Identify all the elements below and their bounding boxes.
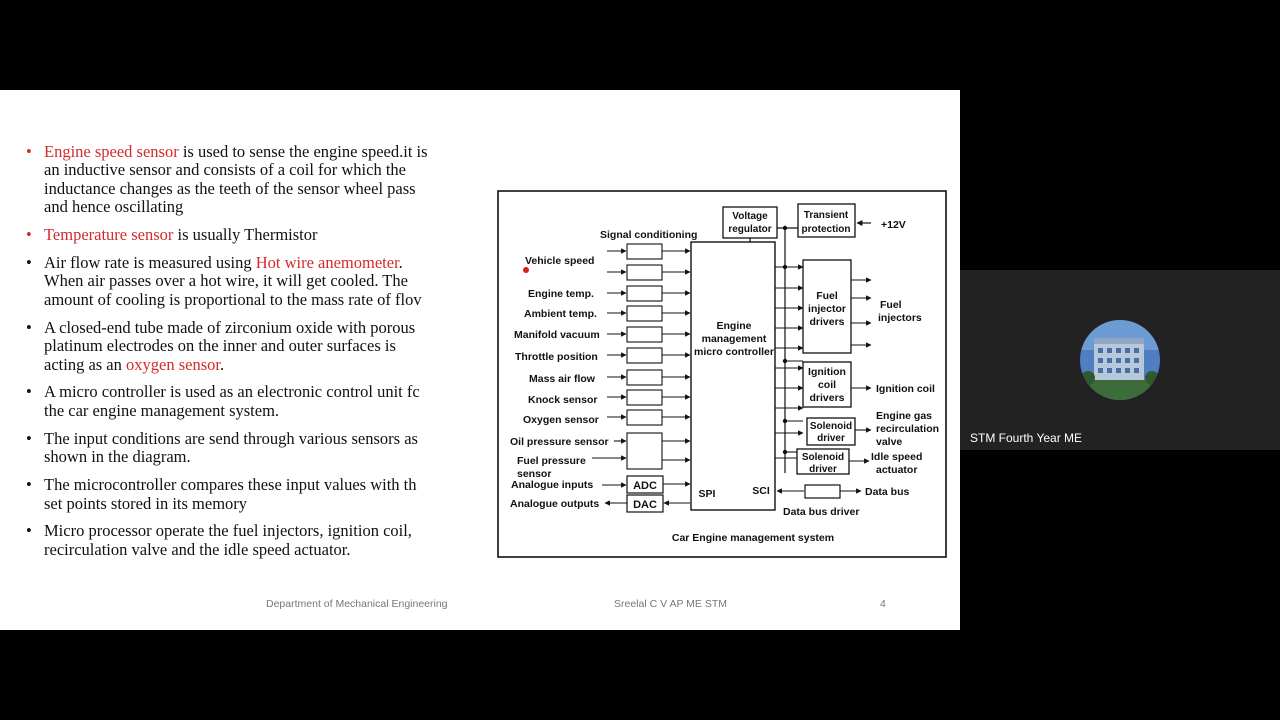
input-knock-sensor: Knock sensor [528, 394, 598, 406]
highlighted-term: Hot wire anemometer [255, 254, 399, 273]
bullet-text: acting as an [44, 354, 127, 374]
input-vehicle-speed: Vehicle speed [525, 255, 595, 267]
bullet-marker: • [26, 383, 32, 402]
input-throttle-position: Throttle position [515, 351, 598, 363]
egr-valve-label-2: recirculation [876, 423, 940, 435]
bullet-line [44, 161, 476, 179]
ecu-block [691, 242, 775, 510]
bullet-text: . [398, 254, 403, 273]
presentation-slide [0, 90, 960, 630]
bullet-text: the car engine management system. [44, 400, 280, 420]
bullet-marker: • [26, 143, 32, 161]
supply-label: +12V [881, 219, 906, 231]
spi-label: SPI [698, 488, 716, 500]
fuel-injectors-label-2: injectors [878, 312, 922, 324]
solenoid-driver-2-label-2: driver [809, 464, 837, 475]
ignition-coil-drivers-label-2: coil [817, 379, 837, 391]
highlighted-term: Temperature sensor [44, 226, 174, 245]
sci-label: SCI [752, 485, 770, 497]
bullet-text: Micro processor operate the fuel injectors, ignition coil, [44, 522, 412, 541]
egr-valve-label-3: valve [876, 436, 903, 448]
data-bus-driver-label: Data bus driver [783, 506, 860, 518]
diagram-caption: Car Engine management system [671, 532, 835, 544]
solenoid-driver-2-label-1: Solenoid [801, 452, 845, 463]
bullet-marker: • [26, 522, 32, 541]
ecu-label-3: micro controller [694, 346, 774, 358]
footer-department: Department of Mechanical Engineering [266, 598, 448, 610]
bullet-line [44, 143, 476, 161]
data-bus-driver-box [805, 485, 840, 498]
bullet-item [26, 476, 476, 513]
adc-label: ADC [633, 480, 657, 492]
input-manifold-vacuum: Manifold vacuum [514, 329, 600, 341]
bullet-text: amount of cooling is proportional to the mass rate of flov [44, 289, 422, 309]
ignition-coil-drivers-label-1: Ignition [808, 366, 846, 378]
engine-management-diagram [497, 190, 948, 559]
dac-label: DAC [633, 499, 657, 511]
laser-pointer [523, 267, 529, 273]
ignition-coil-label: Ignition coil [876, 383, 935, 395]
ecu-label-2: management [701, 333, 767, 345]
bullet-line [44, 226, 476, 244]
bullet-text: and hence oscillating [44, 197, 184, 217]
input-ambient-temp: Ambient temp. [524, 308, 597, 320]
bullet-line [44, 291, 476, 309]
solenoid-driver-1-label-1: Solenoid [809, 421, 853, 432]
bullet-text: is used to sense the engine speed.it is [178, 143, 428, 161]
idle-actuator-label-1: Idle speed [871, 451, 923, 463]
bullet-line [44, 198, 476, 216]
bullet-text: an inductive sensor and consists of a coil for which the [44, 160, 406, 180]
ignition-coil-drivers-label-3: drivers [809, 392, 845, 404]
bullet-text: shown in the diagram. [44, 447, 191, 467]
bullet-text: A micro controller is used as an electronic control unit fc [44, 383, 420, 402]
slide-number: 4 [880, 598, 886, 610]
bullet-item [26, 254, 476, 309]
bullet-marker: • [26, 476, 32, 495]
fuel-injector-drivers-label-1: Fuel [816, 290, 838, 302]
bullet-text: The microcontroller compares these input values with th [44, 476, 417, 495]
input-engine-temp: Engine temp. [528, 288, 594, 300]
fuel-injector-drivers-label-3: drivers [809, 316, 845, 328]
bullet-marker: • [26, 254, 32, 273]
bullet-line [44, 522, 476, 540]
input-fuel-pressure-sensor: sensor [517, 468, 552, 480]
output-analogue-outputs: Analogue outputs [510, 498, 600, 510]
fuel-injectors-label-1: Fuel [880, 299, 902, 311]
footer-author: Sreelal C V AP ME STM [614, 598, 728, 610]
bullet-marker: • [26, 318, 32, 337]
bullet-line [44, 476, 476, 494]
bullet-marker: • [26, 429, 32, 448]
bullet-marker: • [26, 226, 32, 245]
bullet-text: When air passes over a hot wire, it will get cooled. The [44, 271, 408, 291]
bullet-text: set points stored in its memory [44, 493, 248, 513]
bullet-item [26, 143, 476, 217]
egr-valve-label-1: Engine gas [876, 410, 933, 422]
voltage-regulator-label-2: regulator [728, 224, 772, 235]
bullet-item [26, 319, 476, 374]
signal-conditioning-label: Signal conditioning [600, 229, 698, 241]
bullet-line [44, 180, 476, 198]
bullet-text: recirculation valve and the idle speed actuator. [44, 539, 351, 559]
building-photo-avatar [1080, 320, 1160, 400]
input-fuel-pressure: Fuel pressure [517, 455, 586, 467]
bullet-text: is usually Thermistor [173, 226, 318, 245]
transient-protection-label-1: Transient [803, 210, 849, 221]
idle-actuator-label-2: actuator [876, 464, 918, 476]
input-oxygen-sensor: Oxygen sensor [523, 414, 599, 426]
voltage-regulator-label-1: Voltage [732, 211, 768, 222]
bullet-item [26, 226, 476, 244]
ecu-label-1: Engine [716, 320, 752, 332]
bullet-text: A closed-end tube made of zirconium oxide with porous [44, 318, 416, 337]
bullet-line [44, 319, 476, 337]
bullet-text: inductance changes as the teeth of the sensor wheel pass [44, 178, 416, 198]
bullet-text: The input conditions are send through various sensors as [44, 429, 418, 448]
data-bus-label: Data bus [865, 486, 910, 498]
bullet-item [26, 522, 476, 559]
input-mass-air-flow: Mass air flow [529, 373, 595, 385]
fuel-injector-drivers-label-2: injector [808, 303, 846, 315]
bullet-line [44, 272, 476, 290]
bullet-line [44, 356, 476, 374]
bullet-line [44, 495, 476, 513]
highlighted-term: Engine speed sensor [44, 143, 179, 161]
transient-protection-label-2: protection [801, 224, 851, 235]
input-analogue-inputs: Analogue inputs [511, 479, 594, 491]
bullet-list [26, 143, 476, 569]
bullet-line [44, 254, 476, 272]
bullet-item [26, 383, 476, 420]
bullet-text: Air flow rate is measured using [44, 254, 256, 273]
bullet-line [44, 383, 476, 401]
bullet-line [44, 337, 476, 355]
bullet-line [44, 402, 476, 420]
bullet-line [44, 430, 476, 448]
participant-tile[interactable] [960, 270, 1280, 450]
bullet-text: . [219, 354, 225, 374]
solenoid-driver-1-label-2: driver [817, 433, 845, 444]
highlighted-term: oxygen sensor [126, 354, 220, 374]
participant-name: STM Fourth Year ME [970, 431, 1083, 445]
input-oil-pressure-sensor: Oil pressure sensor [510, 436, 609, 448]
bullet-text: platinum electrodes on the inner and outer surfaces is [44, 336, 396, 356]
bullet-line [44, 448, 476, 466]
bullet-item [26, 430, 476, 467]
bullet-line [44, 541, 476, 559]
